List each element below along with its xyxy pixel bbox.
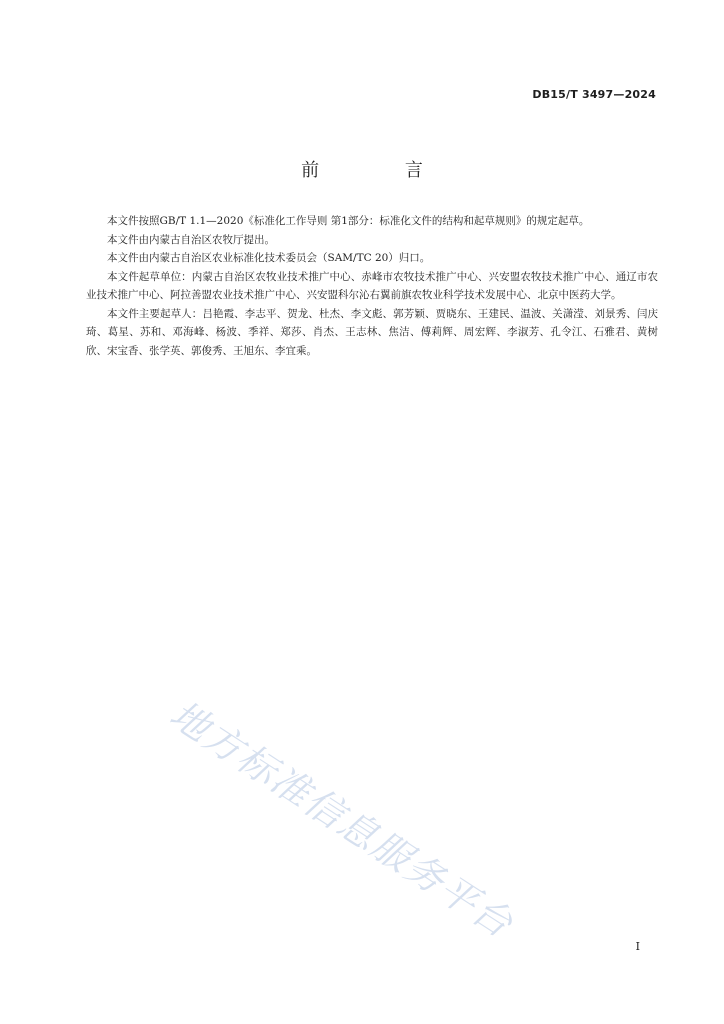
paragraph-centralized-unit: 本文件由内蒙古自治区农业标准化技术委员会（SAM/TC 20）归口。 — [107, 252, 431, 264]
paragraph-drafting-rules: 本文件按照GB/T 1.1—2020《标准化工作导则 第1部分：标准化文件的结构和起草规则》的规定起草。 — [107, 215, 590, 227]
paragraph-proposer: 本文件由内蒙古自治区农牧厅提出。 — [107, 233, 275, 246]
paragraph-drafting-units: 本文件起草单位：内蒙古自治区农牧业技术推广中心、赤峰市农牧技术推广中心、兴安盟农牧技术推广中心、通辽市农业技术推广中心、阿拉善盟农业技术推广中心、兴安盟科尔沁右翼前旗农牧业科学技术发展中心、北京中医药大学。 — [86, 270, 658, 301]
foreword-body — [86, 212, 658, 360]
document-code: DB15/T 3497—2024 — [532, 88, 656, 101]
page-number: I — [635, 940, 640, 953]
watermark-text: 地方标准信息服务平台 — [162, 691, 522, 947]
section-title: 前 言 — [301, 160, 463, 181]
paragraph-main-drafters: 本文件主要起草人：吕艳霞、李志平、贺龙、杜杰、李文彪、郭芳颖、贾晓东、王建民、温波、关潇滢、刘景秀、闫庆琦、葛星、苏和、邓海峰、杨波、季祥、郑莎、肖杰、王志林、焦洁、傅莉辉、周宏辉、李淑芳、孔令江、石雅君、黄树欣、宋宝香、张学英、郭俊秀、王旭东、李宜乘。 — [86, 307, 658, 357]
